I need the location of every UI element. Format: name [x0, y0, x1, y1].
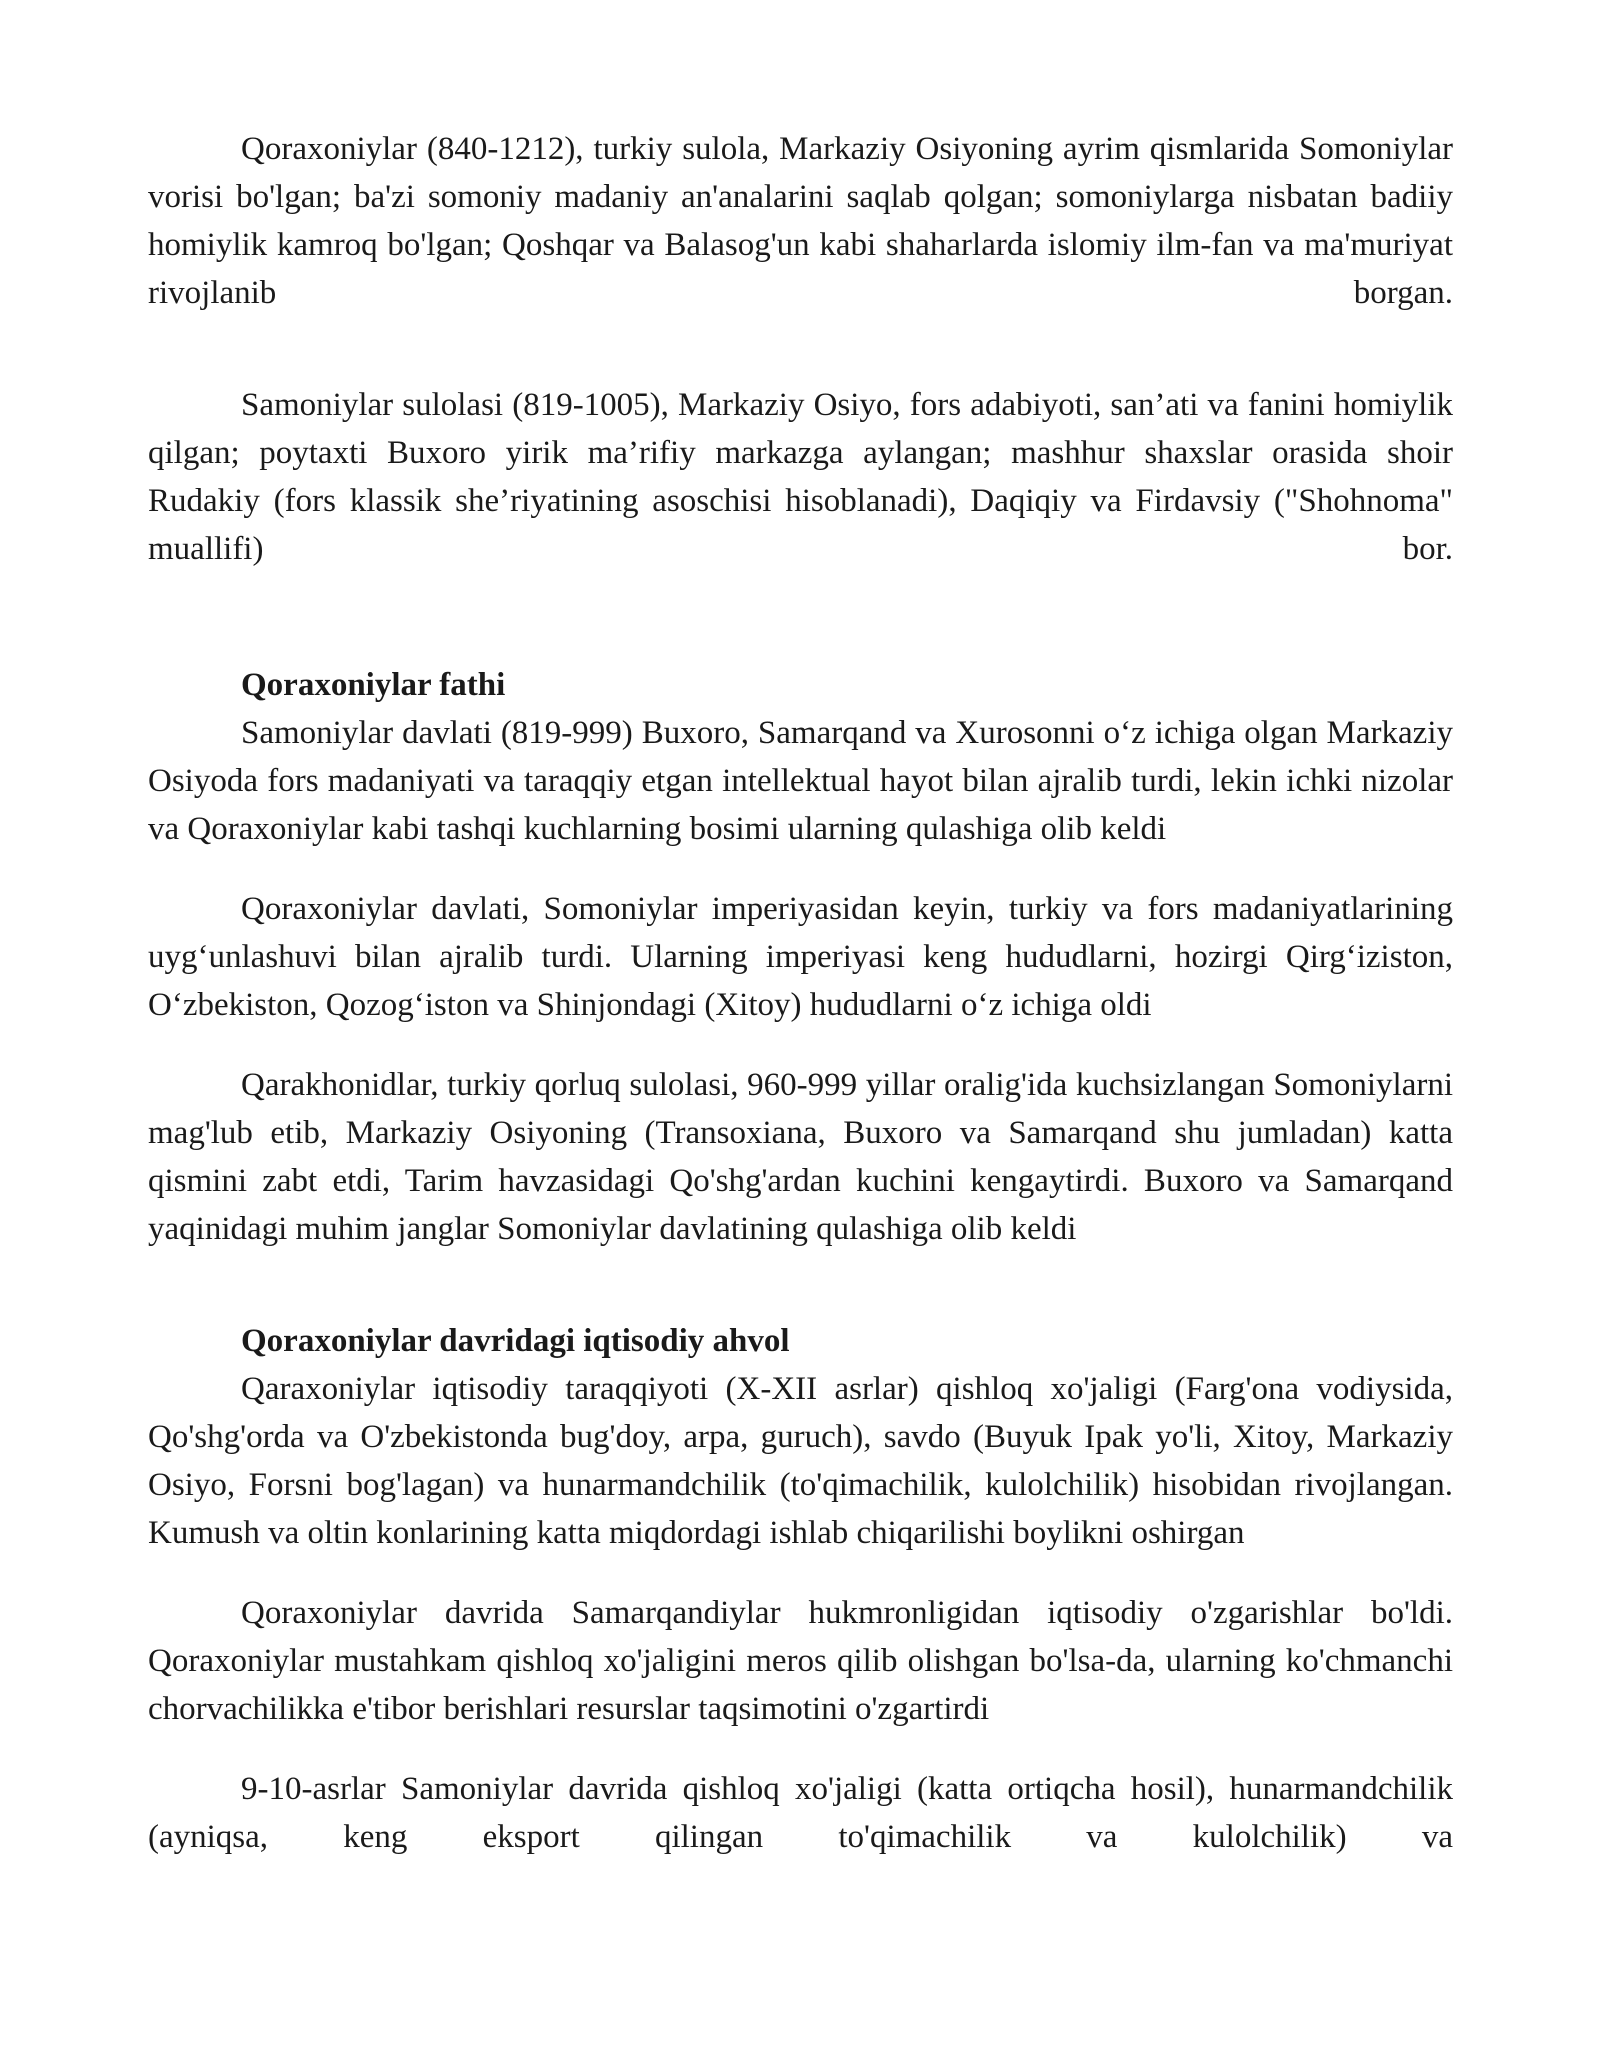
- paragraph-qoraxoniylar-davlati: Qoraxoniylar davlati, Somoniylar imperiyasidan keyin, turkiy va fors madaniyatlarining uyg‘unlashuvi bilan ajralib turdi. Ularning imperiyasi keng hududlarni, hozirgi Qirg‘iziston, O‘zbekiston, Qozog‘iston va Shinjondagi (Xitoy) hududlarni o‘z ichiga oldi: [148, 891, 1453, 1023]
- heading-qoraxoniylar-fathi: Qoraxoniylar fathi: [241, 667, 506, 703]
- paragraph-samoniylar-davrida: 9-10-asrlar Samoniylar davrida qishloq xo'jaligi (katta ortiqcha hosil), hunarmandchilik (ayniqsa, keng eksport qilingan to'qimachilik va kulolchilik) va: [148, 1771, 1453, 1855]
- paragraph-iqtisodiy-taraqqiyot: Qaraxoniylar iqtisodiy taraqqiyoti (X-XII asrlar) qishloq xo'jaligi (Farg'ona vodiysida, Qo'shg'orda va O'zbekistonda bug'doy, arpa, guruch), savdo (Buyuk Ipak yo'li, Xitoy, Markaziy Osiyo, Forsni bog'lagan) va hunarmandchilik (to'qimachilik, kulolchilik) hisobidan rivojlangan. Kumush va oltin konlarining katta miqdordagi ishlab chiqarilishi boylikni oshirgan: [148, 1371, 1453, 1551]
- heading-iqtisodiy-ahvol: Qoraxoniylar davridagi iqtisodiy ahvol: [241, 1323, 790, 1359]
- document-page: [148, 125, 1453, 1861]
- paragraph-samoniylar-davlati: Samoniylar davlati (819-999) Buxoro, Samarqand va Xurosonni o‘z ichiga olgan Markaziy Osiyoda fors madaniyati va taraqqiy etgan intellektual hayot bilan ajralib turdi, lekin ichki nizolar va Qoraxoniylar kabi tashqi kuchlarning bosimi ularning qulashiga olib keldi: [148, 715, 1453, 847]
- paragraph-iqtisodiy-ozgarishlar: Qoraxoniylar davrida Samarqandiylar hukmronligidan iqtisodiy o'zgarishlar bo'ldi. Qoraxoniylar mustahkam qishloq xo'jaligini meros qilib olishgan bo'lsa-da, ularning ko'chmanchi chorvachilikka e'tibor berishlari resurslar taqsimotini o'zgartirdi: [148, 1595, 1453, 1727]
- paragraph-samoniylar-sulolasi: Samoniylar sulolasi (819-1005), Markaziy Osiyo, fors adabiyoti, san’ati va fanini homiylik qilgan; poytaxti Buxoro yirik ma’rifiy markazga aylangan; mashhur shaxslar orasida shoir Rudakiy (fors klassik she’riyatining asoschisi hisoblanadi), Daqiqiy va Firdavsiy ("Shohnoma" muallifi) bor.: [148, 387, 1453, 567]
- paragraph-qarakhonidlar: Qarakhonidlar, turkiy qorluq sulolasi, 960-999 yillar oralig'ida kuchsizlangan Somoniylarni mag'lub etib, Markaziy Osiyoning (Transoxiana, Buxoro va Samarqand shu jumladan) katta qismini zabt etdi, Tarim havzasidagi Qo'shg'ardan kuchini kengaytirdi. Buxoro va Samarqand yaqinidagi muhim janglar Somoniylar davlatining qulashiga olib keldi: [148, 1067, 1453, 1247]
- paragraph-qoraxoniylar-intro: Qoraxoniylar (840-1212), turkiy sulola, Markaziy Osiyoning ayrim qismlarida Somoniylar vorisi bo'lgan; ba'zi somoniy madaniy an'analarini saqlab qolgan; somoniylarga nisbatan badiiy homiylik kamroq bo'lgan; Qoshqar va Balasog'un kabi shaharlarda islomiy ilm-fan va ma'muriyat rivojlanib borgan.: [148, 131, 1453, 311]
